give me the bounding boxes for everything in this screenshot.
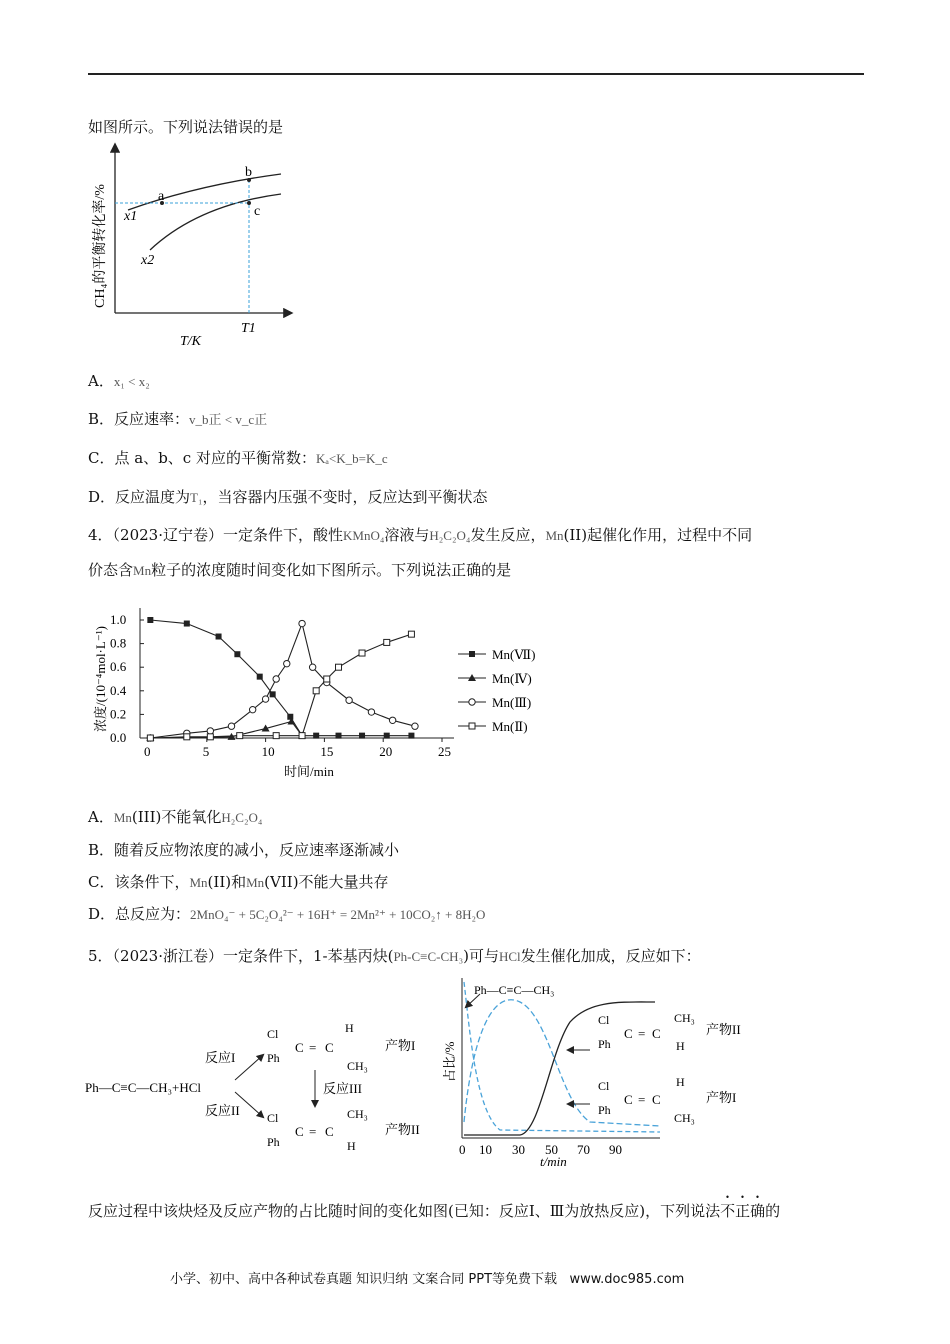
q4-data-point	[408, 733, 414, 739]
q5-top-label: Ph—C≡C—CH₃	[474, 983, 555, 997]
c-p2-ch3: CH₃	[674, 1011, 695, 1025]
q4-option-d: D．总反应为：2MnO₄⁻ + 5C₂O₄²⁻ + 16H⁺ = 2Mn²⁺ + 10CO₂↑ + 8H₂O	[88, 905, 486, 923]
q4-data-point	[299, 733, 305, 739]
q5-stem: 5．（2023·浙江卷）一定条件下，1-苯基丙炔(Ph-C≡C-CH₃)可与HCl发生催化加成，反应如下：	[88, 947, 701, 965]
q4-data-point	[257, 674, 263, 680]
tick-T1: T1	[241, 321, 256, 336]
q4-data-point	[284, 660, 290, 666]
curve-product1	[464, 1000, 660, 1126]
label-x2: x2	[141, 253, 155, 268]
q4-data-point	[299, 620, 305, 626]
q4-data-point	[359, 733, 365, 739]
c-p2-label: 产物II	[706, 1022, 741, 1037]
q4-data-point	[313, 688, 319, 694]
q4-data-point	[184, 734, 190, 740]
p1-ch3: CH₃	[347, 1059, 368, 1073]
q4-data-point	[262, 696, 268, 702]
q4-xtick-label: 0	[144, 744, 151, 759]
scheme-reactant: Ph—C≡C—CH₃+HCl	[85, 1080, 201, 1095]
p1-label: 产物I	[385, 1038, 416, 1053]
q4-data-point	[207, 734, 213, 740]
q3-option-c: C．点 a、b、c 对应的平衡常数：Kₐ<K_b=K_c	[88, 449, 388, 467]
q5-xtick-label: 10	[479, 1142, 492, 1157]
q4-chart	[88, 592, 558, 784]
q4-xtick-label: 25	[438, 744, 451, 759]
q4-data-point	[249, 706, 255, 712]
q4-series-line	[150, 624, 415, 738]
q5-xtick-label: 70	[577, 1142, 590, 1157]
q3-option-d: D．反应温度为T₁，当容器内压强不变时，反应达到平衡状态	[88, 488, 488, 506]
header-rule	[88, 73, 864, 75]
p2-ph: Ph	[267, 1135, 280, 1149]
q4-legend-label: Mn(Ⅳ)	[492, 671, 532, 686]
q4-legend-marker	[469, 699, 475, 705]
label-x1: x1	[124, 209, 138, 224]
p2-h: H	[347, 1139, 356, 1153]
p1-eq: =	[309, 1040, 317, 1055]
q3-figure	[88, 140, 308, 355]
q4-data-point	[346, 697, 352, 703]
q4-ytick-label: 0.8	[110, 635, 127, 651]
q4-data-point	[270, 691, 276, 697]
q4-ytick-label: 0.6	[110, 659, 127, 675]
q4-option-b: B．随着反应物浓度的减小，反应速率逐渐减小	[88, 841, 400, 859]
q4-data-point	[313, 733, 319, 739]
label-c: c	[254, 204, 261, 219]
q5-ylabel: 占比/%	[442, 1041, 457, 1082]
c-p2-c2: C	[652, 1026, 661, 1041]
q5-chart	[440, 972, 780, 1172]
curve-reactant	[464, 982, 660, 1132]
q5-xlabel: t/min	[540, 1154, 567, 1169]
q4-legend-label: Mn(Ⅶ)	[492, 647, 536, 662]
x-label: T/K	[180, 334, 202, 349]
q4-data-point	[368, 709, 374, 715]
q3-option-b: B．反应速率：v_b正 < v_c正	[88, 410, 268, 428]
q4-ytick-label: 1.0	[110, 612, 127, 627]
p1-c2: C	[325, 1040, 334, 1055]
q4-xtick-label: 15	[320, 744, 334, 759]
label-a: a	[158, 189, 165, 204]
q4-data-point	[384, 639, 390, 645]
q3-intro: 如图所示。下列说法错误的是	[88, 118, 284, 136]
p2-c2: C	[325, 1124, 334, 1139]
q4-data-point	[273, 733, 279, 739]
c-p2-eq: =	[638, 1026, 646, 1041]
c-p2-c1: C	[624, 1026, 633, 1041]
arrow-rxn1	[235, 1055, 263, 1080]
q4-ytick-label: 0.2	[110, 706, 127, 722]
q4-legend-marker	[469, 651, 475, 657]
q4-data-point	[147, 617, 153, 623]
c-p1-c2: C	[652, 1092, 661, 1107]
p2-eq: =	[309, 1124, 317, 1139]
q4-data-point	[324, 676, 330, 682]
q4-ylabel: 浓度/(10⁻⁴mol·L⁻¹)	[93, 626, 108, 732]
q4-data-point	[336, 733, 342, 739]
p2-ch3: CH₃	[347, 1107, 368, 1121]
q4-data-point	[216, 634, 222, 640]
c-p1-label: 产物I	[706, 1090, 737, 1105]
q4-stem-line1: 4．（2023·辽宁卷）一定条件下，酸性KMnO₄溶液与H₂C₂O₄发生反应，Mn(II)起催化作用，过程中不同	[88, 526, 753, 544]
q4-series-line	[150, 634, 411, 738]
q4-data-point	[309, 664, 315, 670]
q4-ytick-label: 0.0	[110, 730, 127, 745]
q4-data-point	[147, 735, 153, 741]
p1-c1: C	[295, 1040, 304, 1055]
c-p2-ph: Ph	[598, 1037, 611, 1051]
q4-legend-label: Mn(Ⅲ)	[492, 695, 532, 710]
q4-xtick-label: 5	[202, 744, 210, 759]
curve-product2	[464, 1002, 655, 1135]
q4-stem-line2: 价态含Mn粒子的浓度随时间变化如下图所示。下列说法正确的是	[88, 561, 512, 579]
q4-data-point	[228, 723, 234, 729]
curve-x2	[150, 194, 281, 250]
q4-data-point	[184, 621, 190, 627]
q4-legend-label: Mn(Ⅱ)	[492, 719, 528, 734]
q4-series-line	[150, 620, 411, 736]
q5-xtick-label: 50	[545, 1142, 558, 1157]
label-b: b	[245, 165, 252, 180]
q5-scheme	[85, 1010, 455, 1160]
c-p1-ch3: CH₃	[674, 1111, 695, 1125]
q4-xlabel: 时间/min	[284, 764, 334, 779]
q4-data-point	[389, 717, 395, 723]
label-rxn2: 反应II	[205, 1103, 240, 1118]
q4-data-point	[412, 723, 418, 729]
y-label: CH₄的平衡转化率/%	[93, 184, 108, 308]
q4-option-c: C．该条件下，Mn(II)和Mn(VII)不能大量共存	[88, 873, 389, 891]
p1-ph: Ph	[267, 1051, 280, 1065]
q4-data-point	[287, 714, 293, 720]
q4-data-point	[408, 631, 414, 637]
q5-xtick-label: 90	[609, 1142, 622, 1157]
q3-option-a: A．x₁ < x₂	[88, 372, 150, 390]
c-p1-cl: Cl	[598, 1079, 610, 1093]
q5-last-line: 反应过程中该炔烃及反应产物的占比随时间的变化如图(已知：反应Ⅰ、Ⅲ为放热反应)，下列说法不正确的	[88, 1202, 781, 1220]
footer: 小学、初中、高中各种试卷真题 知识归纳 文案合同 PPT等免费下载 www.doc985.com	[170, 1272, 685, 1287]
c-p1-h: H	[676, 1075, 685, 1089]
label-rxn3: 反应III	[323, 1081, 362, 1096]
q5-xtick-label: 0	[459, 1142, 466, 1157]
q4-data-point	[237, 733, 243, 739]
p2-label: 产物II	[385, 1122, 420, 1137]
q4-data-point	[359, 650, 365, 656]
q4-data-point	[384, 733, 390, 739]
p2-c1: C	[295, 1124, 304, 1139]
q4-legend-marker	[469, 723, 475, 729]
point-c	[247, 201, 251, 205]
label-rxn1: 反应I	[205, 1050, 236, 1065]
p1-cl: Cl	[267, 1027, 279, 1041]
c-p1-ph: Ph	[598, 1103, 611, 1117]
c-p1-c1: C	[624, 1092, 633, 1107]
p2-cl: Cl	[267, 1111, 279, 1125]
p1-h: H	[345, 1021, 354, 1035]
q4-data-point	[234, 651, 240, 657]
q4-xtick-label: 20	[379, 744, 393, 759]
footer-site[interactable]: www.doc985.com	[569, 1272, 685, 1287]
c-p1-eq: =	[638, 1092, 646, 1107]
q5-xtick-label: 30	[512, 1142, 525, 1157]
q4-data-point	[336, 664, 342, 670]
q4-option-a: A．Mn(III)不能氧化H₂C₂O₄	[88, 808, 263, 826]
q4-ytick-label: 0.4	[110, 682, 127, 698]
q4-data-point	[207, 728, 213, 734]
q4-data-point	[273, 676, 279, 682]
q4-xtick-label: 10	[261, 744, 275, 759]
c-p2-h: H	[676, 1039, 685, 1053]
c-p2-cl: Cl	[598, 1013, 610, 1027]
